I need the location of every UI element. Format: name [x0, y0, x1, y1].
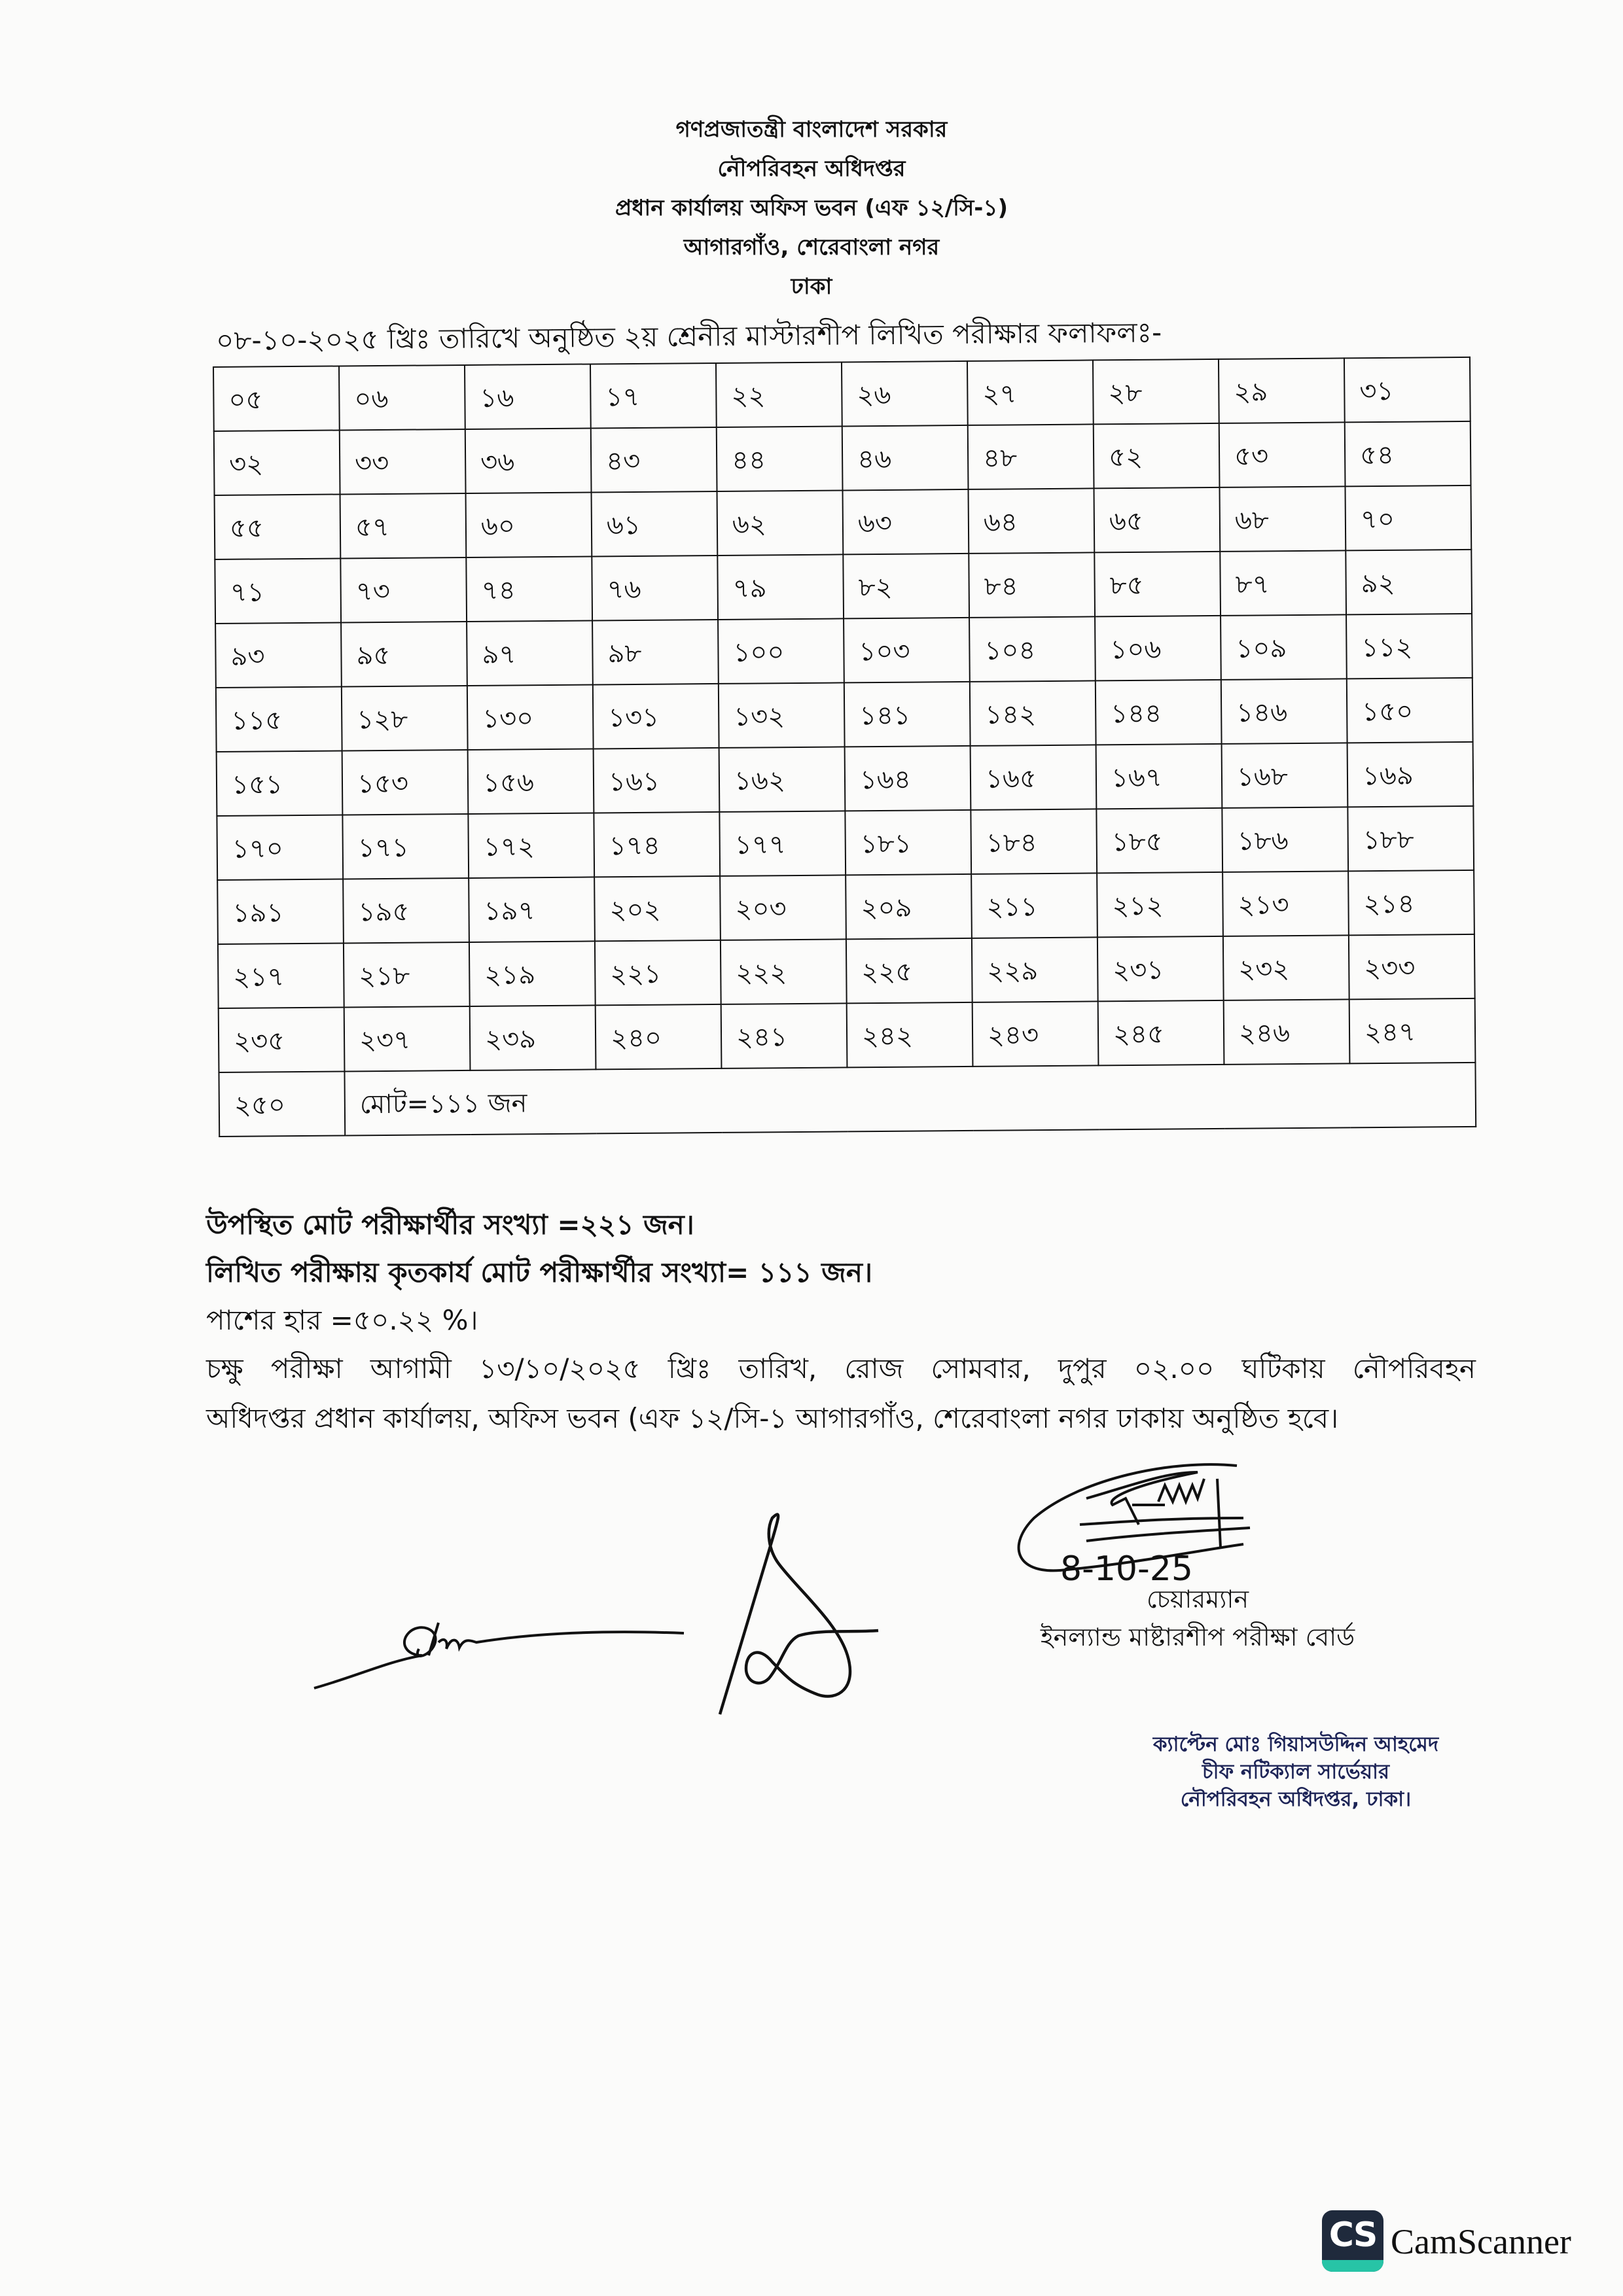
present-count: উপস্থিত মোট পরীক্ষার্থীর সংখ্যা =২২১ জন। [206, 1209, 694, 1241]
roll-number-cell: ২৪৩ [972, 1001, 1099, 1067]
roll-number-cell: ২৩২ [1223, 935, 1349, 1000]
roll-number-cell: ১৮১ [845, 810, 971, 875]
roll-number-cell: ৬৪ [969, 488, 1095, 554]
roll-number-cell: ৭৩ [340, 557, 467, 623]
roll-number-cell: ৫২ [1094, 423, 1220, 489]
roll-number-cell: ৬০ [466, 492, 592, 557]
roll-number-cell: ২১৯ [469, 941, 596, 1006]
roll-number-cell: ২১৩ [1222, 871, 1349, 936]
roll-number-cell: ১১৫ [216, 686, 342, 752]
passed-count: লিখিত পরীক্ষায় কৃতকার্য মোট পরীক্ষার্থীর সংখ্যা= ১১১ জন। [206, 1256, 872, 1288]
table-row [217, 742, 1474, 816]
roll-number-cell: ৭০ [1345, 486, 1471, 551]
table-row-total [219, 1063, 1476, 1137]
roll-number-cell: ৩১ [1344, 357, 1471, 423]
roll-number-cell: ২৫০ [219, 1071, 345, 1137]
roll-number-cell: ২৪০ [596, 1004, 722, 1070]
roll-number-cell: ৫৩ [1219, 422, 1346, 487]
eye-test-notice [206, 1344, 1476, 1443]
roll-number-cell: ৯৫ [341, 622, 467, 687]
roll-number-cell: ৯৩ [215, 622, 342, 688]
office-building: প্রধান কার্যালয় অফিস ভবন (এফ ১২/সি-১) [615, 195, 1008, 221]
department-name: নৌপরিবহন অধিদপ্তর [717, 156, 906, 182]
roll-number-cell: ১৮৮ [1347, 806, 1474, 872]
roll-number-cell: ১৪৪ [1096, 680, 1222, 745]
roll-number-cell: ৩৩ [340, 429, 466, 495]
table-row [219, 998, 1476, 1072]
roll-number-cell: ১৬৪ [845, 746, 971, 811]
roll-number-cell: ১৩২ [719, 682, 845, 748]
roll-number-cell: ১৯৭ [469, 877, 595, 942]
roll-number-cell: ২৪২ [847, 1002, 973, 1068]
roll-number-cell: ২১৮ [344, 942, 470, 1008]
table-row [214, 421, 1471, 495]
roll-number-cell: ১৪৬ [1221, 679, 1347, 744]
table-row [215, 486, 1472, 559]
roll-number-cell: ৫৪ [1345, 421, 1471, 487]
roll-number-cell: ২০৯ [846, 874, 972, 940]
chairman-block [995, 1580, 1400, 1656]
member-signature-1 [308, 1597, 700, 1714]
roll-number-cell: ১৮৫ [1096, 808, 1222, 874]
roll-number-cell: ১০০ [718, 618, 844, 684]
roll-number-cell: ২৮ [1093, 359, 1219, 425]
roll-number-cell: ৮৪ [969, 552, 1095, 618]
roll-number-cell: ৬৫ [1094, 487, 1221, 553]
roll-number-cell: ২১২ [1097, 872, 1223, 938]
roll-number-cell: ১০৯ [1221, 614, 1347, 680]
total-passed-cell: মোট=১১১ জন [344, 1063, 1476, 1136]
roll-number-cell: ২৩৫ [219, 1007, 345, 1072]
roll-number-cell: ৩৬ [465, 428, 592, 493]
roll-number-cell: ২২৫ [846, 938, 972, 1004]
roll-number-cell: ২৩৯ [470, 1005, 596, 1070]
roll-number-cell: ১৮৪ [971, 809, 1097, 874]
roll-number-cell: ৭১ [215, 558, 341, 624]
roll-number-cell: ৬৩ [843, 489, 969, 555]
chairman-signature [1001, 1459, 1276, 1583]
roll-number-cell: ৪৩ [591, 427, 717, 493]
roll-number-cell: ৪৪ [717, 426, 843, 491]
roll-number-cell: ১৫৬ [468, 749, 594, 814]
roll-number-cell: ১৬৮ [1222, 743, 1348, 808]
stamp-designation: চীফ নটিক্যাল সার্ভেয়ার [1202, 1760, 1390, 1784]
roll-number-cell: ৩২ [214, 430, 340, 495]
roll-number-cell: ২০৩ [720, 875, 846, 940]
roll-number-cell: ২০২ [594, 876, 721, 942]
roll-number-cell: ৭৪ [466, 556, 592, 622]
board-name: ইনল্যান্ড মাষ্টারশীপ পরীক্ষা বোর্ড [1040, 1623, 1355, 1651]
roll-number-cell: ১৪২ [970, 680, 1096, 746]
result-title: ০৮-১০-২০২৫ খ্রিঃ তারিখে অনুষ্ঠিত ২য় শ্রেনীর মাস্টারশীপ লিখিত পরীক্ষার ফলাফলঃ- [215, 316, 1162, 357]
roll-number-cell: ৪৬ [842, 425, 969, 491]
roll-number-cell: ১০৪ [969, 616, 1096, 682]
roll-number-cell: ২১১ [971, 873, 1097, 938]
roll-number-cell: ১৬ [465, 364, 591, 429]
roll-number-cell: ০৫ [213, 366, 340, 431]
roll-number-cell: ৯২ [1346, 550, 1472, 615]
roll-number-cell: ২১৪ [1348, 870, 1474, 936]
roll-number-cell: ১৬৭ [1096, 744, 1222, 809]
roll-number-cell: ১৭৪ [594, 812, 720, 877]
signature-date: 8-10-25 [1060, 1549, 1193, 1583]
roll-number-cell: ১৬১ [594, 748, 720, 813]
roll-number-cell: ২৪৫ [1098, 1000, 1224, 1066]
roll-number-cell: ১৭২ [468, 813, 594, 878]
roll-number-cell: ৯৭ [467, 620, 593, 686]
roll-number-cell: ৫৭ [340, 493, 467, 559]
roll-number-cell: ৯৮ [592, 620, 719, 685]
roll-number-cell: ১৩১ [593, 684, 719, 749]
roll-number-cell: ১৮৬ [1222, 807, 1348, 872]
roll-number-cell: ৭৬ [592, 556, 718, 621]
roll-number-cell: ০৬ [339, 365, 465, 431]
roll-number-cell: ২৩৩ [1349, 934, 1475, 1000]
roll-number-cell: ৮২ [843, 554, 969, 619]
roll-number-cell: ২৪১ [721, 1003, 847, 1069]
roll-number-cell: ১৯১ [217, 879, 344, 944]
roll-number-cell: ১৩০ [467, 684, 594, 750]
table-row [216, 678, 1473, 752]
camscanner-brand: CamScanner [1391, 2222, 1571, 2261]
roll-number-cell: ২২১ [595, 940, 721, 1006]
roll-number-cell: ২৪৭ [1349, 998, 1476, 1064]
roll-number-cell: ১০৬ [1095, 616, 1221, 681]
official-seal-stamp [1139, 1731, 1453, 1813]
roll-number-cell: ১২৮ [342, 686, 468, 751]
roll-number-cell: ২৬ [842, 361, 968, 427]
roll-number-cell: ৪৮ [968, 424, 1094, 489]
roll-number-cell: ১০৩ [844, 618, 970, 683]
table-row [218, 934, 1475, 1008]
roll-number-cell: ১৭১ [342, 814, 469, 879]
roll-number-cell: ১১২ [1346, 614, 1472, 679]
notice-line-2: অধিদপ্তর প্রধান কার্যালয়, অফিস ভবন (এফ ১২/সি-১ আগারগাঁও, শেরেবাংলা নগর ঢাকায় অনুষ্ঠিত হবে। [206, 1402, 1339, 1434]
roll-number-cell: ৬১ [592, 491, 718, 557]
camscanner-logo-icon [1322, 2210, 1383, 2272]
roll-number-cell: ২৯ [1219, 358, 1345, 423]
roll-number-cell: ২৭ [967, 360, 1094, 425]
stamp-office: নৌপরিবহন অধিদপ্তর, ঢাকা। [1180, 1788, 1412, 1811]
roll-number-cell: ২২ [716, 362, 842, 427]
roll-number-cell: ২৩১ [1097, 936, 1224, 1002]
logo-text: CS [1329, 2216, 1377, 2255]
roll-number-cell: ১৭০ [217, 815, 343, 880]
table-row [213, 357, 1471, 431]
roll-number-cell: ২৩৭ [344, 1006, 471, 1072]
roll-number-cell: ৬২ [717, 490, 844, 556]
roll-number-cell: ১৫০ [1347, 678, 1473, 743]
roll-number-cell: ১৫১ [217, 751, 343, 816]
roll-number-cell: ১৫৩ [342, 750, 469, 815]
logo-accent-bar [1322, 2260, 1383, 2272]
roll-number-cell: ২২২ [721, 939, 847, 1004]
results-table [213, 357, 1476, 1137]
letterhead [0, 110, 1623, 306]
notice-line-1: চক্ষু পরীক্ষা আগামী ১৩/১০/২০২৫ খ্রিঃ তারিখ, রোজ সোমবার, দুপুর ০২.০০ ঘটিকায় নৌপরিবহন [206, 1352, 1476, 1385]
table-row [217, 806, 1474, 880]
stamp-name: ক্যাপ্টেন মোঃ গিয়াসউদ্দিন আহমেদ [1152, 1733, 1439, 1756]
table-row [215, 550, 1472, 624]
roll-number-cell: ১৬২ [719, 747, 846, 812]
roll-number-cell: ১৬৫ [971, 745, 1097, 810]
roll-number-cell: ১৭ [590, 363, 717, 429]
member-signature-2 [707, 1511, 890, 1721]
roll-number-cell: ২২৯ [972, 937, 1098, 1002]
pass-rate: পাশের হার =৫০.২২ %। [206, 1304, 478, 1336]
roll-number-cell: ৬৮ [1219, 486, 1346, 552]
roll-number-cell: ১৯৫ [343, 878, 469, 944]
table-row [217, 870, 1474, 944]
roll-number-cell: ১৭৭ [719, 811, 846, 876]
roll-number-cell: ২১৭ [218, 943, 344, 1008]
chairman-title: চেয়ারম্যান [1146, 1585, 1249, 1614]
roll-number-cell: ১৬৯ [1347, 742, 1474, 807]
roll-number-cell: ৮৭ [1220, 550, 1346, 616]
office-area: আগারগাঁও, শেরেবাংলা নগর [683, 234, 940, 260]
govt-name: গণপ্রজাতন্ত্রী বাংলাদেশ সরকার [675, 116, 948, 143]
roll-number-cell: ৫৫ [215, 494, 341, 559]
table-row [215, 614, 1472, 688]
roll-number-cell: ৭৯ [717, 554, 844, 620]
result-summary [206, 1201, 1476, 1443]
roll-number-cell: ২৪৬ [1224, 999, 1350, 1065]
office-city: ঢাকা [791, 274, 832, 300]
roll-number-cell: ৮৫ [1094, 552, 1221, 617]
roll-number-cell: ১৪১ [844, 682, 971, 747]
